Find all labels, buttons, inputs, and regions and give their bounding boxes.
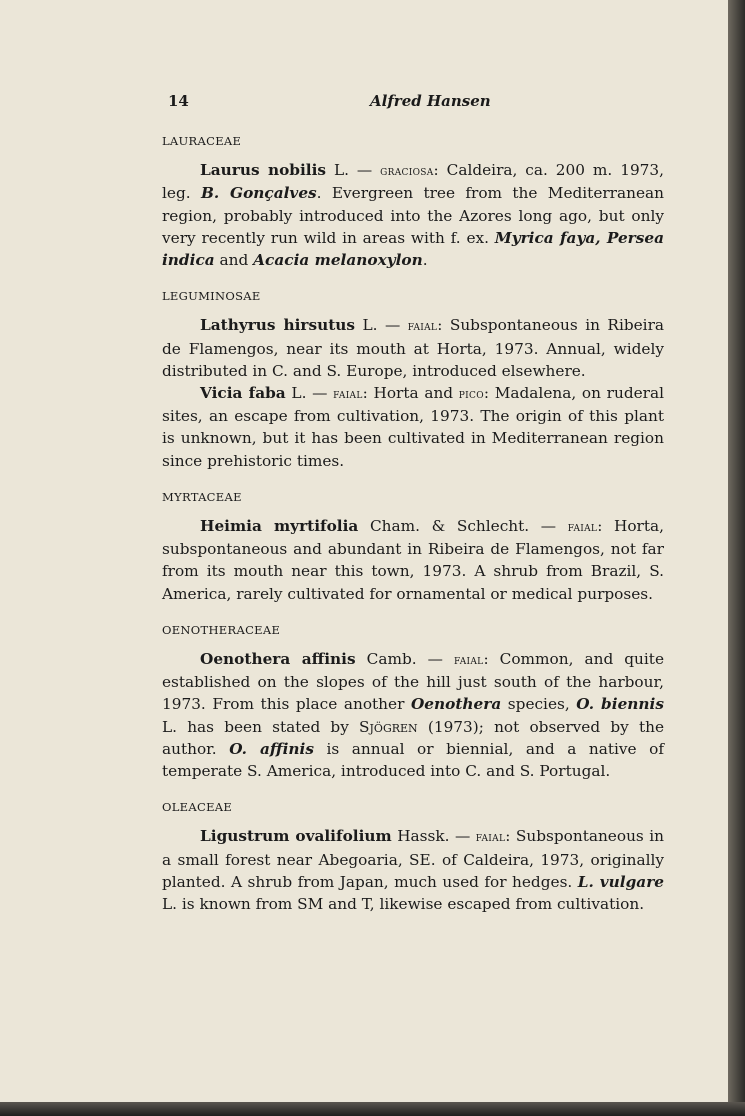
- species-mention: O. biennis: [576, 695, 664, 714]
- species-mention: Acacia melanoxylon: [253, 251, 423, 270]
- locality: graciosa: [380, 163, 434, 180]
- family-section-myrtaceae: [162, 484, 664, 605]
- book-spine-shadow: [728, 0, 745, 1116]
- species-mention: Myrica faya, Persea indica: [162, 228, 665, 270]
- collector-name: B. Gonçalves: [200, 184, 317, 203]
- taxon-author: L. —: [326, 161, 381, 180]
- entry-text: . Evergreen tree from the Mediterranean region, probably introduced into the Azores long ago, but only very recently run wild in areas with f. ex.: [162, 184, 664, 247]
- family-heading: LAURACEAE: [162, 134, 242, 148]
- page-number: 14: [168, 92, 189, 110]
- species-entry: [162, 159, 664, 271]
- family-heading: OLEACEAE: [162, 800, 233, 815]
- entry-text: is annual or biennial, and a native of temperate S. America, introduced into C. and S. Portugal.: [162, 739, 664, 781]
- taxon-author: L. —: [285, 384, 334, 403]
- taxon-name: Laurus nobilis: [200, 161, 327, 180]
- entry-text: : Horta, subspontaneous and abundant in Ribeira de Flamengos, not far from its mouth near this town, 1973. A shrub from Brazil, S. America, rarely cultivated for ornamental or medical purposes.: [162, 517, 664, 603]
- species-entry: [162, 382, 664, 472]
- entry-text: species,: [501, 695, 577, 714]
- entry-text: : Subspontaneous in Ribeira de Flamengos, near its mouth at Horta, 1973. Annual, widely distributed in C. and S. Europe, introduced elsewhere.: [162, 316, 665, 380]
- entry-text: and: [214, 251, 254, 270]
- locality: faial: [453, 652, 484, 669]
- family-heading: MYRTACEAE: [162, 489, 242, 504]
- family-section-oleaceae: [162, 794, 664, 915]
- taxon-name: Ligustrum ovalifolium: [200, 827, 392, 846]
- entry-text: .: [422, 251, 428, 270]
- running-head: Alfred Hansen: [370, 92, 491, 110]
- locality: faial: [567, 519, 598, 536]
- taxon-name: Oenothera affinis: [200, 650, 356, 669]
- species-entry: [162, 648, 664, 782]
- locality: pico: [458, 386, 484, 403]
- entry-text: : Common, and quite established on the slopes of the hill just south of the harbour, 1973. From this place another: [162, 650, 665, 714]
- locality: faial: [407, 318, 438, 335]
- taxon-name: Heimia myrtifolia: [200, 517, 359, 536]
- genus-mention: Oenothera: [410, 695, 502, 714]
- species-entry: [162, 825, 664, 915]
- family-heading: LEGUMINOSAE: [162, 289, 261, 304]
- page-body: [162, 128, 664, 915]
- family-section-lauraceae: [162, 128, 664, 271]
- entry-text: : Subspontaneous in a small forest near Abegoaria, SE. of Caldeira, 1973, originally planted. A shrub from Japan, much used for hedges.: [162, 827, 664, 891]
- species-entry: [162, 314, 664, 382]
- species-mention: L. vulgare: [577, 872, 664, 891]
- page-header: [162, 92, 668, 116]
- taxon-author: Camb. —: [355, 650, 454, 669]
- species-mention: O. affinis: [229, 739, 314, 758]
- species-entry: [162, 515, 664, 605]
- taxon-name: Lathyrus hirsutus: [200, 316, 355, 335]
- taxon-author: Hassk. —: [391, 827, 476, 846]
- taxon-name: Vicia faba: [200, 384, 286, 403]
- entry-text: L. is known from SM and T, likewise escaped from cultivation.: [162, 895, 645, 914]
- taxon-author: L. —: [355, 316, 408, 335]
- locality: faial: [333, 386, 363, 403]
- family-section-oenotheraceae: [162, 617, 664, 782]
- family-heading: OENOTHERACEAE: [162, 622, 281, 637]
- family-section-leguminosae: [162, 283, 664, 472]
- author-citation: Sjögren: [359, 717, 418, 736]
- entry-text: : Caldeira, ca. 200 m. 1973, leg.: [162, 161, 664, 203]
- locality: faial: [475, 829, 506, 846]
- entry-text: L. has been stated by: [162, 717, 360, 736]
- taxon-author: Cham. & Schlecht. —: [358, 517, 568, 536]
- entry-text: (1973); not observed by the author.: [162, 717, 665, 758]
- entry-text: : Madalena, on ruderal sites, an escape from cultivation, 1973. The origin of this plant is unknown, but it has been cultivated in Mediterranean region since prehistoric times.: [162, 384, 664, 470]
- entry-text: : Horta and: [362, 384, 459, 403]
- page-bottom-shadow: [0, 1102, 745, 1116]
